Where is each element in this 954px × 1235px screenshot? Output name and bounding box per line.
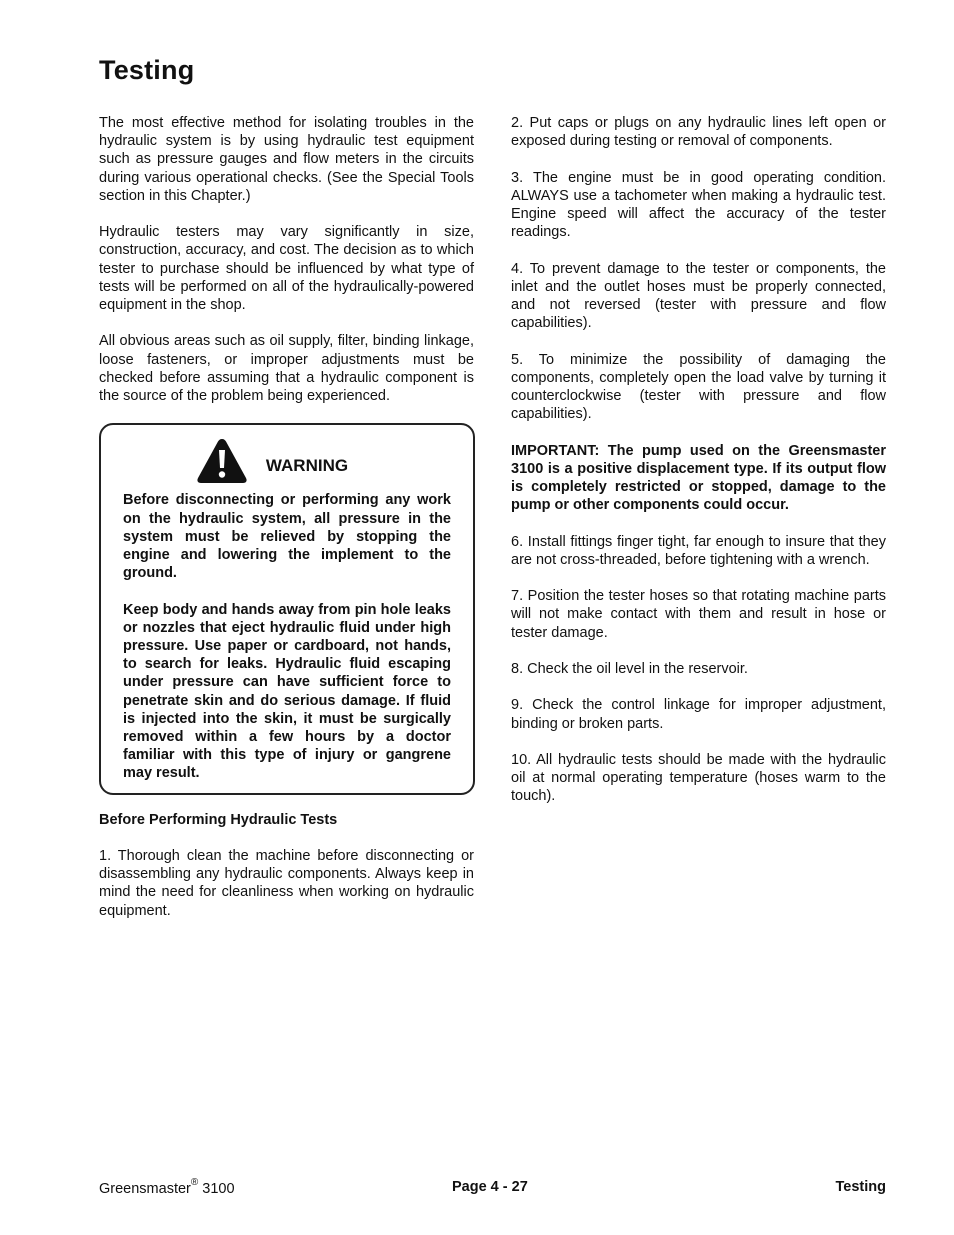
page-title: Testing [99, 55, 195, 85]
warning-box [99, 423, 475, 794]
testers-paragraph: Hydraulic testers may vary significantly in size, construction, accuracy, and cost. The decision as to which tester to purchase should be influenced by what type of tests will be performed on all of the hydraulically-powered equipment in the shop. [99, 224, 474, 314]
step-7: 7. Position the tester hoses so that rotating machine parts will not make contact with them and result in hose or tester damage. [511, 588, 886, 641]
obvious-areas-paragraph: All obvious areas such as oil supply, filter, binding linkage, loose fasteners, or improper adjustments must be checked before assuming that a hydraulic component is the source of the problem being experienced. [99, 333, 474, 405]
step-5: 5. To minimize the possibility of damaging the components, completely open the load valve by turning it counterclockwise (tester with pressure and flow capabilities). [511, 351, 886, 423]
step-3: 3. The engine must be in good operating condition. ALWAYS use a tachometer when making a hydraulic test. Engine speed will affect the accuracy of the tester readings. [511, 169, 886, 241]
warning-triangle-icon [196, 437, 248, 485]
footer-page-number: Page 4 - 27 [452, 1179, 528, 1195]
warning-label: WARNING [265, 456, 349, 476]
step-1: 1. Thorough clean the machine before disconnecting or disassembling any hydraulic components. Always keep in mind the need for cleanliness when working on hydraulic equipment. [99, 848, 474, 919]
registered-mark: ® [190, 1177, 199, 1188]
section-subheading: Before Performing Hydraulic Tests [99, 811, 338, 828]
warning-paragraph-pressure: Before disconnecting or performing any work on the hydraulic system, all pressure in the system must be relieved by stopping the engine and lowering the implement to the ground. [123, 492, 451, 582]
important-note: IMPORTANT: The pump used on the Greensmaster 3100 is a positive displacement type. If its output flow is completely restricted or stopped, damage to the pump or other components could occur. [511, 442, 886, 514]
step-8: 8. Check the oil level in the reservoir. [511, 660, 748, 677]
intro-paragraph: The most effective method for isolating troubles in the hydraulic system is by using hydraulic test equipment such as pressure gauges and flow meters in the circuits during various operational checks. (See the Special Tools section in this Chapter.) [99, 115, 474, 204]
step-2: 2. Put caps or plugs on any hydraulic lines left open or exposed during testing or removal of components. [511, 115, 886, 150]
footer-product-name: Greensmaster [99, 1180, 191, 1197]
step-9: 9. Check the control linkage for improper adjustment, binding or broken parts. [511, 697, 886, 732]
right-column [511, 114, 886, 824]
step-4: 4. To prevent damage to the tester or components, the inlet and the outlet hoses must be properly connected, and not reversed (tester with pressure and flow capabilities). [511, 260, 886, 332]
warning-header [123, 437, 451, 485]
page-footer [99, 1179, 886, 1199]
left-column [99, 114, 474, 938]
footer-model: 3100 [198, 1180, 235, 1197]
footer-product [99, 1179, 235, 1197]
step-10: 10. All hydraulic tests should be made with the hydraulic oil at normal operating temperature (hoses warm to the touch). [511, 751, 886, 805]
footer-section: Testing [835, 1179, 886, 1195]
warning-paragraph-leaks: Keep body and hands away from pin hole leaks or nozzles that eject hydraulic fluid under high pressure. Use paper or cardboard, not hands, to search for leaks. Hydraulic fluid escaping under pressure can have sufficient force to penetrate skin and do serious damage. If fluid is injected into the skin, it must be surgically removed within a few hours by a doctor familiar with this type of injury or gangrene may result. [123, 601, 451, 782]
step-6: 6. Install fittings finger tight, far enough to insure that they are not cross-threaded, before tightening with a wrench. [511, 533, 886, 568]
